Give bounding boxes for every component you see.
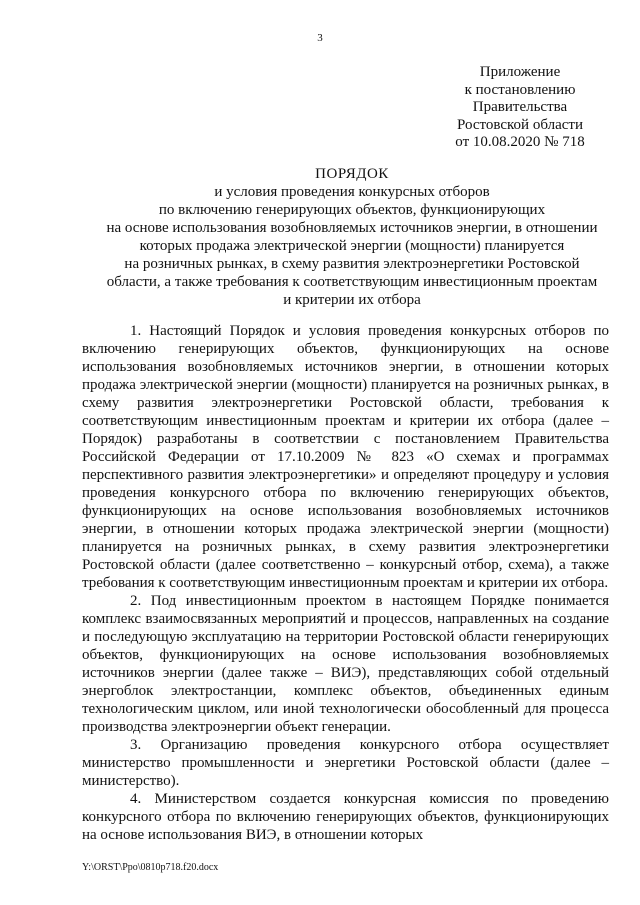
page-number: 3 xyxy=(317,32,323,44)
paragraph-3: 3. Организацию проведения конкурсного отбора осуществляет министерство промышленности и энергетики Ростовской области (далее – министерство). xyxy=(82,737,609,789)
title-line: на розничных рынках, в схему развития электроэнергетики Ростовской xyxy=(124,256,580,272)
document-body xyxy=(82,322,609,844)
paragraph-4: 4. Министерством создается конкурсная комиссия по проведению конкурсного отбора по включению генерирующих объектов, функционирующих на основе использования ВИЭ, в отношении которых xyxy=(82,791,609,843)
title-line: и критерии их отбора xyxy=(283,292,421,308)
appendix-line: от 10.08.2020 № 718 xyxy=(455,134,585,150)
appendix-block xyxy=(440,64,600,152)
document-title: ПОРЯДОК xyxy=(315,166,389,182)
document-title-block xyxy=(82,165,622,309)
appendix-line: Правительства xyxy=(472,99,568,115)
title-line: и условия проведения конкурсных отборов xyxy=(214,184,490,200)
paragraph-1: 1. Настоящий Порядок и условия проведения конкурсных отборов по включению генерирующих объектов, функционирующих на основе использования возобновляемых источников энергии, в отношении которых продажа электрической энергии (мощности) планируется на розничных рынках, в схему развития электроэнергетики Ростовской области, требования к соответствующим инвестиционным проектам и критерии их отбора (далее – Порядок) разработаны в соответствии с постановлением Правительства Российской Федерации от 17.10.2009 № 823 «О схемах и программах перспективного развития электроэнергетики» и определяют процедуру и условия проведения конкурсного отбора по включению генерирующих объектов, функционирующих на основе использования возобновляемых источников энергии, в отношении которых продажа электрической энергии (мощности) планируется на розничных рынках, в схему развития электроэнергетики Ростовской области (далее соответственно – конкурсный отбор, схема), а также требования к соответствующим инвестиционным проектам и критерии их отбора. xyxy=(82,323,609,591)
appendix-line: Приложение xyxy=(479,64,561,80)
title-line: по включению генерирующих объектов, функционирующих xyxy=(158,202,546,218)
appendix-line: Ростовской области xyxy=(457,116,583,133)
file-path-footer: Y:\ORST\Ppo\0810p718.f20.docx xyxy=(82,862,219,873)
title-line: которых продажа электрической энергии (мощности) планируется xyxy=(139,238,565,254)
title-line: области, а также требования к соответствующим инвестиционным проектам xyxy=(106,274,598,290)
appendix-line: к постановлению xyxy=(464,81,576,98)
title-line: на основе использования возобновляемых источников энергии, в отношении xyxy=(106,220,598,236)
paragraph-2: 2. Под инвестиционным проектом в настоящем Порядке понимается комплекс взаимосвязанных мероприятий и процессов, направленных на создание и последующую эксплуатацию на территории Ростовской области генерирующих объектов, функционирующих на основе использования возобновляемых источников энергии (далее также – ВИЭ), представляющих собой отдельный энергоблок электростанции, комплекс объектов, объединенных единым технологическим циклом, или иной технологически обособленный для процесса производства электроэнергии объект генерации. xyxy=(82,593,609,735)
